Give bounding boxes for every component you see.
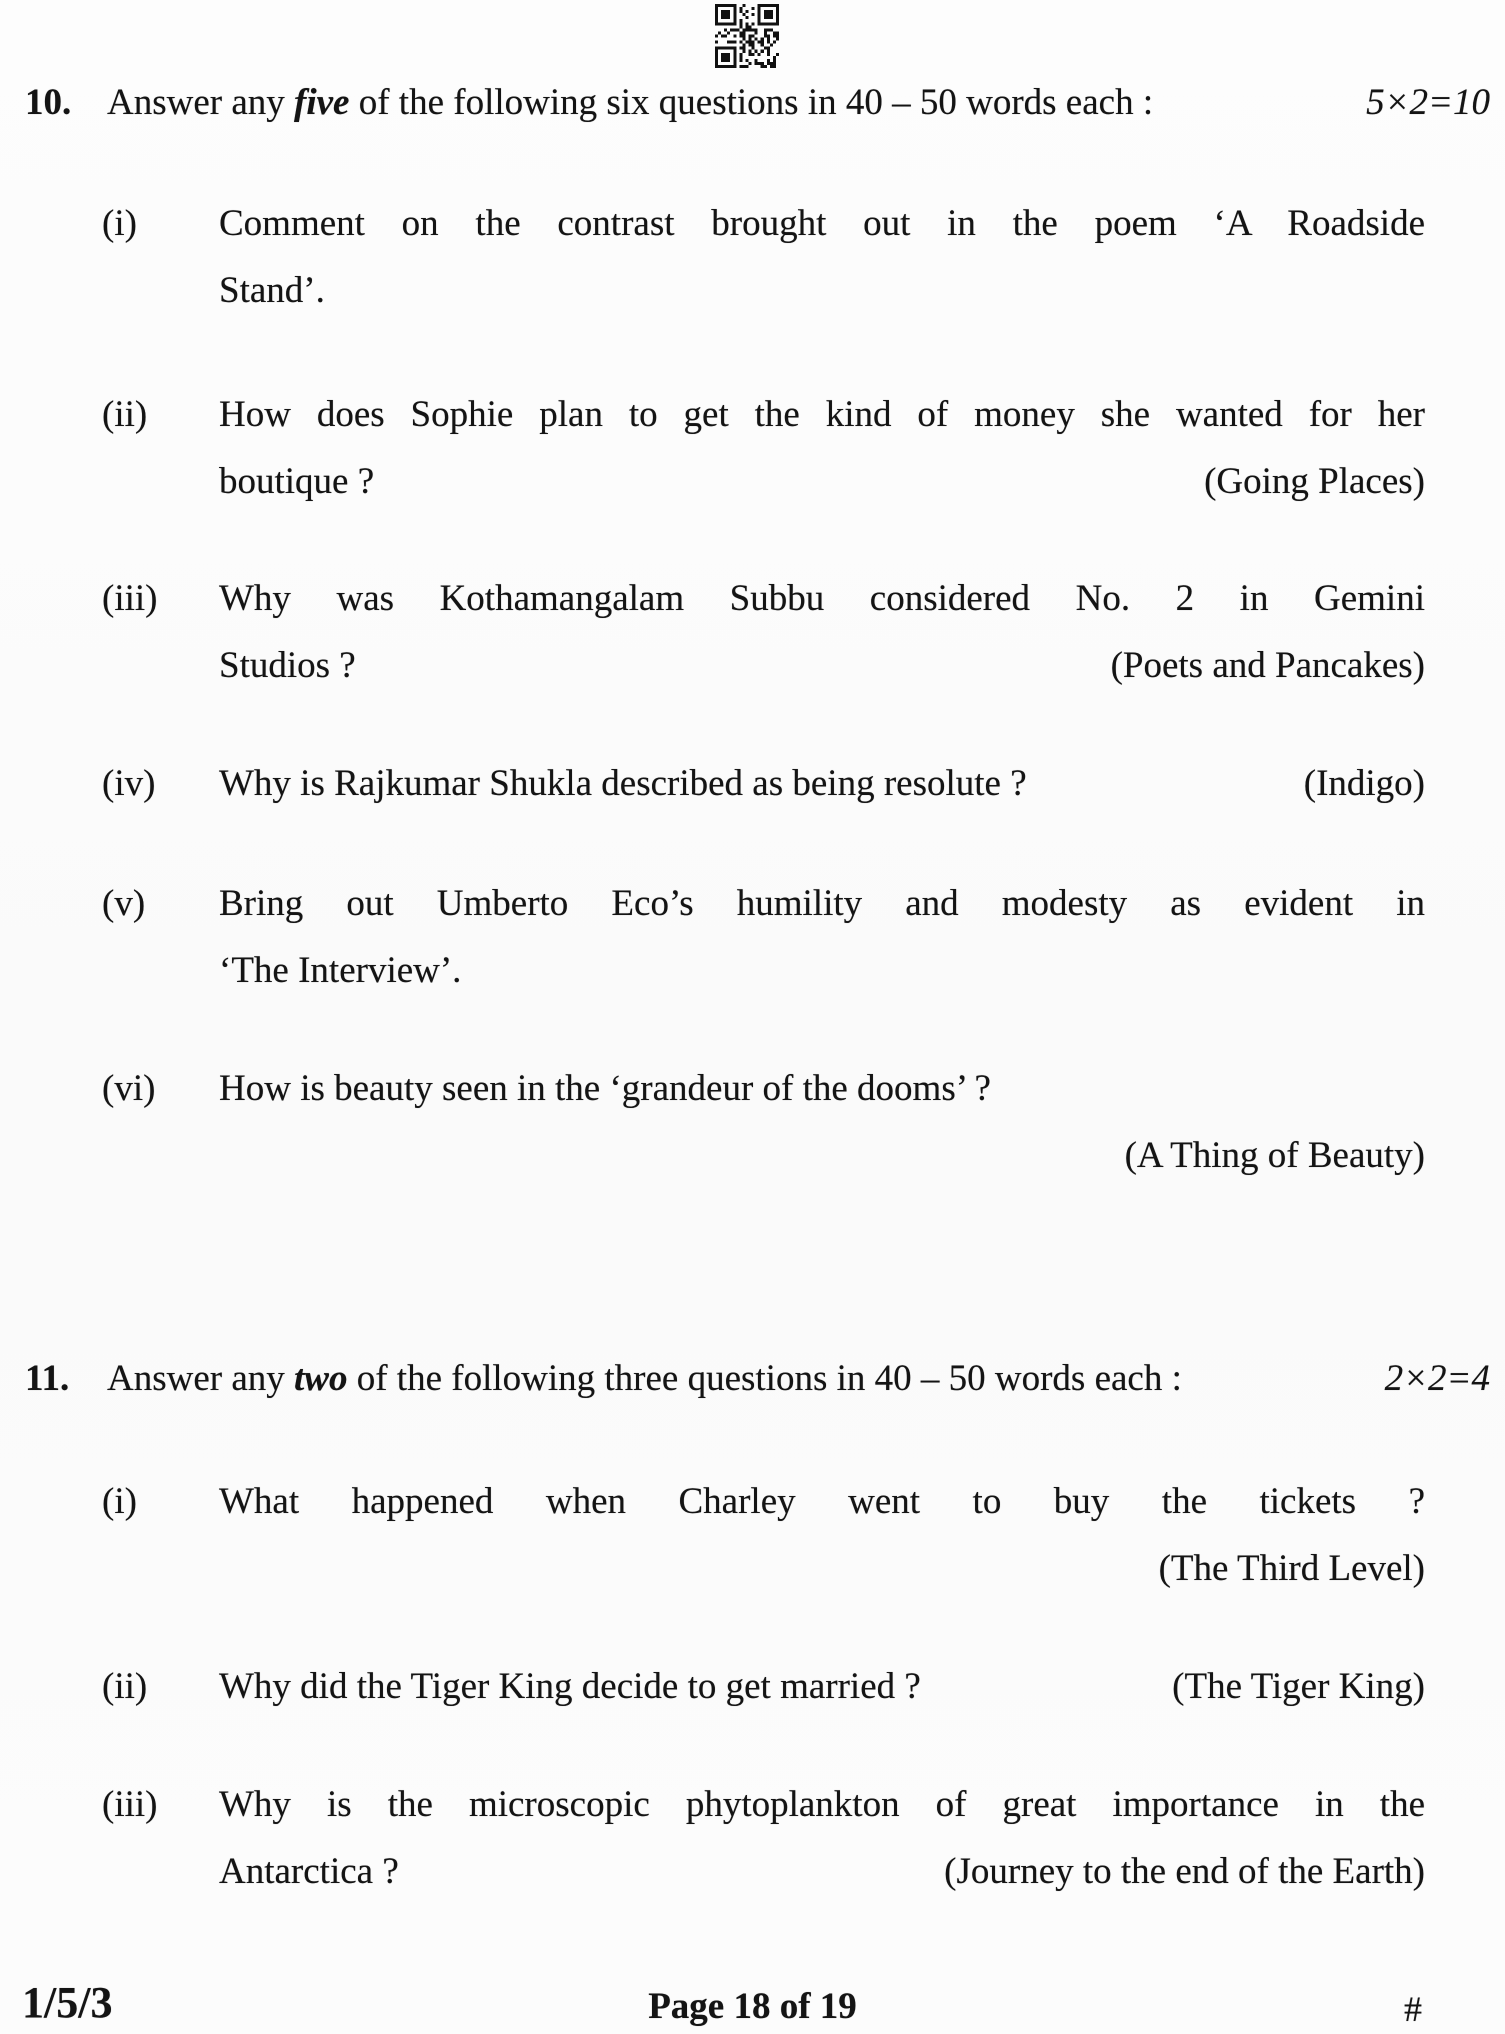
source-label: (Journey to the end of the Earth) [944, 1851, 1425, 1892]
question-10-header [25, 78, 1490, 128]
item-label: (iii) [102, 1784, 158, 1825]
question-10-marks: 5×2=10 [1366, 82, 1490, 123]
question-line: Why is the microscopic phytoplankton of great importance in the [219, 1784, 1425, 1825]
source-label: (Going Places) [1204, 461, 1425, 502]
item-label: (ii) [102, 394, 148, 435]
question-line: Why was Kothamangalam Subbu considered No. 2 in Gemini [219, 578, 1425, 619]
question-line [219, 1535, 1425, 1602]
question-line: How is beauty seen in the ‘grandeur of the dooms’ ? [219, 1068, 991, 1109]
question-11-item-i [102, 1468, 1425, 1602]
prompt-text: of the following three questions in 40 – 50 words each : [347, 1358, 1182, 1399]
question-text: Why is Rajkumar Shukla described as being resolute ? [219, 763, 1027, 804]
item-label: (iii) [102, 578, 158, 619]
question-line [219, 750, 1425, 817]
item-label: (ii) [102, 1666, 148, 1707]
page-footer [0, 1978, 1505, 2029]
question-11-marks: 2×2=4 [1384, 1358, 1490, 1399]
question-10-item-iii [102, 565, 1425, 699]
question-line: Stand’. [219, 270, 325, 311]
item-label: (i) [102, 203, 137, 244]
question-text: boutique ? [219, 461, 375, 502]
question-text: Antarctica ? [219, 1851, 399, 1892]
source-label: (Indigo) [1303, 763, 1425, 804]
qr-code [714, 4, 780, 68]
item-label: (i) [102, 1481, 137, 1522]
prompt-emphasis: five [294, 82, 350, 123]
question-line [219, 1838, 1425, 1905]
prompt-text: Answer any [107, 82, 295, 123]
question-line: What happened when Charley went to buy the tickets ? [219, 1481, 1425, 1522]
question-number: 11. [25, 1358, 70, 1399]
question-line: Comment on the contrast brought out in the poem ‘A Roadside [219, 203, 1425, 244]
footer-hash-mark: # [1404, 1989, 1422, 2029]
item-label: (iv) [102, 763, 156, 804]
source-label: (The Tiger King) [1172, 1666, 1425, 1707]
question-prompt [107, 1354, 1182, 1404]
prompt-text: of the following six questions in 40 – 50 words each : [349, 82, 1154, 123]
footer-page-number: Page 18 of 19 [648, 1986, 857, 2027]
question-10-item-iv [102, 750, 1425, 817]
question-11-item-ii [102, 1653, 1425, 1720]
question-11-header [25, 1354, 1490, 1404]
question-text: Studios ? [219, 645, 356, 686]
item-label: (vi) [102, 1068, 156, 1109]
question-11-item-iii [102, 1771, 1425, 1905]
question-line: How does Sophie plan to get the kind of money she wanted for her [219, 394, 1425, 435]
question-number: 10. [25, 82, 72, 123]
source-label: (Poets and Pancakes) [1110, 645, 1425, 686]
question-line [219, 1122, 1425, 1189]
qr-code-image [714, 4, 780, 68]
question-10-item-vi [102, 1055, 1425, 1189]
prompt-emphasis: two [294, 1358, 348, 1399]
question-text: Why did the Tiger King decide to get married ? [219, 1666, 921, 1707]
question-line [219, 448, 1425, 515]
question-10-item-v [102, 870, 1425, 1004]
question-10-item-i [102, 190, 1425, 324]
footer-code: 1/5/3 [22, 1978, 113, 2027]
question-line [219, 632, 1425, 699]
question-10-item-ii [102, 381, 1425, 515]
source-label: (A Thing of Beauty) [1124, 1135, 1425, 1176]
question-line [219, 1653, 1425, 1720]
item-label: (v) [102, 883, 146, 924]
source-label: (The Third Level) [1158, 1548, 1425, 1589]
question-line: Bring out Umberto Eco’s humility and modesty as evident in [219, 883, 1425, 924]
question-prompt [107, 78, 1153, 128]
question-line: ‘The Interview’. [219, 950, 462, 991]
prompt-text: Answer any [107, 1358, 295, 1399]
